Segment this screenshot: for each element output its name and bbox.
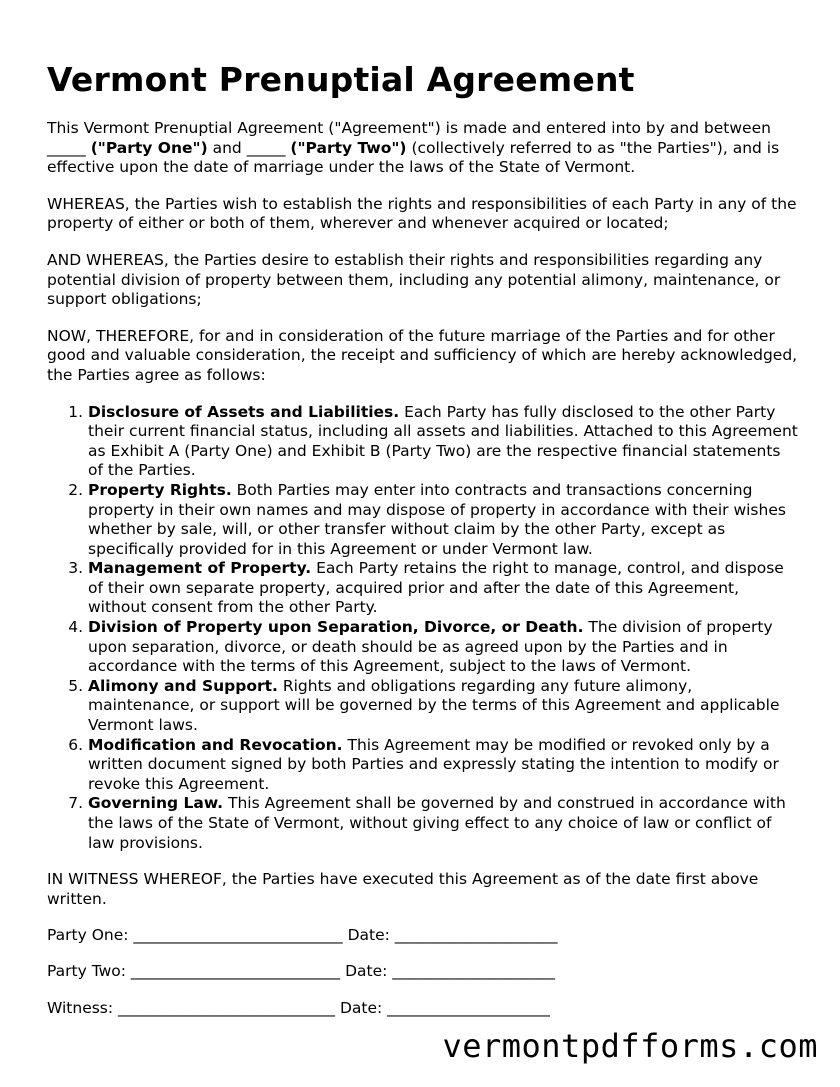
clause-text: Each Party retains the right to manage, control, and dispose of their own separate property, acquired prior and after the date of this Agreement, without consent from the other Party.	[88, 559, 784, 617]
whereas-paragraph: WHEREAS, the Parties wish to establish the rights and responsibilities of each Party in any of the property of either or both of them, wherever and whenever acquired or located;	[47, 194, 797, 233]
document-title: Vermont Prenuptial Agreement	[47, 60, 635, 99]
clause-text: This Agreement shall be governed by and construed in accordance with the laws of the State of Vermont, without giving effect to any choice of law or conflict of law provisions.	[88, 794, 786, 852]
intro-text-2: and _____	[207, 138, 291, 157]
party-two-signature-line[interactable]: Party Two: ___________________________ Date: _____________________	[47, 962, 556, 981]
intro-paragraph	[47, 119, 799, 178]
clause-item	[88, 677, 799, 736]
site-watermark: vermontpdfforms.com	[442, 1027, 818, 1065]
clause-list	[47, 403, 799, 854]
party-one-label: ("Party One")	[90, 138, 208, 157]
clause-heading: Modification and Revocation.	[88, 735, 343, 754]
clause-text: This Agreement may be modified or revoked only by a written document signed by both Parties and expressly stating the intention to modify or revoke this Agreement.	[88, 735, 779, 793]
clause-heading: Property Rights.	[88, 480, 232, 499]
clause-item	[88, 481, 799, 559]
clause-text: Rights and obligations regarding any future alimony, maintenance, or support will be governed by the terms of this Agreement and applicable Vermont laws.	[88, 676, 780, 735]
clause-item	[88, 618, 799, 677]
clause-item	[88, 403, 799, 481]
clause-text: Both Parties may enter into contracts and transactions concerning property in their own names and may dispose of property in accordance with their wishes whether by sale, will, or other transfer without claim by the other Party, except as specifically provided for in this Agreement or under Vermont law.	[88, 480, 786, 558]
intro-text-1: This Vermont Prenuptial Agreement ("Agreement") is made and entered into by and between _____	[47, 119, 771, 157]
clause-heading: Alimony and Support.	[88, 676, 278, 695]
clause-heading: Division of Property upon Separation, Divorce, or Death.	[88, 618, 584, 637]
party-two-label: ("Party Two")	[290, 138, 407, 157]
document-page	[47, 58, 799, 1035]
now-therefore-paragraph: NOW, THEREFORE, for and in consideration of the future marriage of the Parties and for other good and valuable consideration, the receipt and sufficiency of which are hereby acknowledged, the Parties agree as follows:	[47, 326, 798, 384]
clause-text: The division of property upon separation, divorce, or death should be as agreed upon by the Parties and in accordance with the terms of this Agreement, subject to the laws of Vermont.	[88, 618, 773, 676]
party-one-signature-line[interactable]: Party One: ___________________________ Date: _____________________	[47, 926, 558, 945]
intro-text-3: (collectively referred to as "the Parties"), and is effective upon the date of marriage under the laws of the State of Vermont.	[47, 138, 780, 177]
clause-item	[88, 794, 799, 853]
clause-text: Each Party has fully disclosed to the other Party their current financial status, including all assets and liabilities. Attached to this Agreement as Exhibit A (Party One) and Exhibit B (Party Two) are the respective financial statements of the Parties.	[88, 402, 798, 480]
and-whereas-paragraph: AND WHEREAS, the Parties desire to establish their rights and responsibilities regarding any potential division of property between them, including any potential alimony, maintenance, or support obligations;	[47, 250, 781, 309]
clause-heading: Disclosure of Assets and Liabilities.	[88, 402, 400, 421]
clause-heading: Management of Property.	[88, 559, 312, 578]
witness-signature-line[interactable]: Witness: ____________________________ Date: _____________________	[47, 998, 550, 1017]
clause-item	[88, 559, 799, 618]
witness-statement: IN WITNESS WHEREOF, the Parties have executed this Agreement as of the date first above written.	[47, 870, 759, 908]
clause-item	[88, 736, 799, 795]
clause-heading: Governing Law.	[88, 794, 224, 813]
